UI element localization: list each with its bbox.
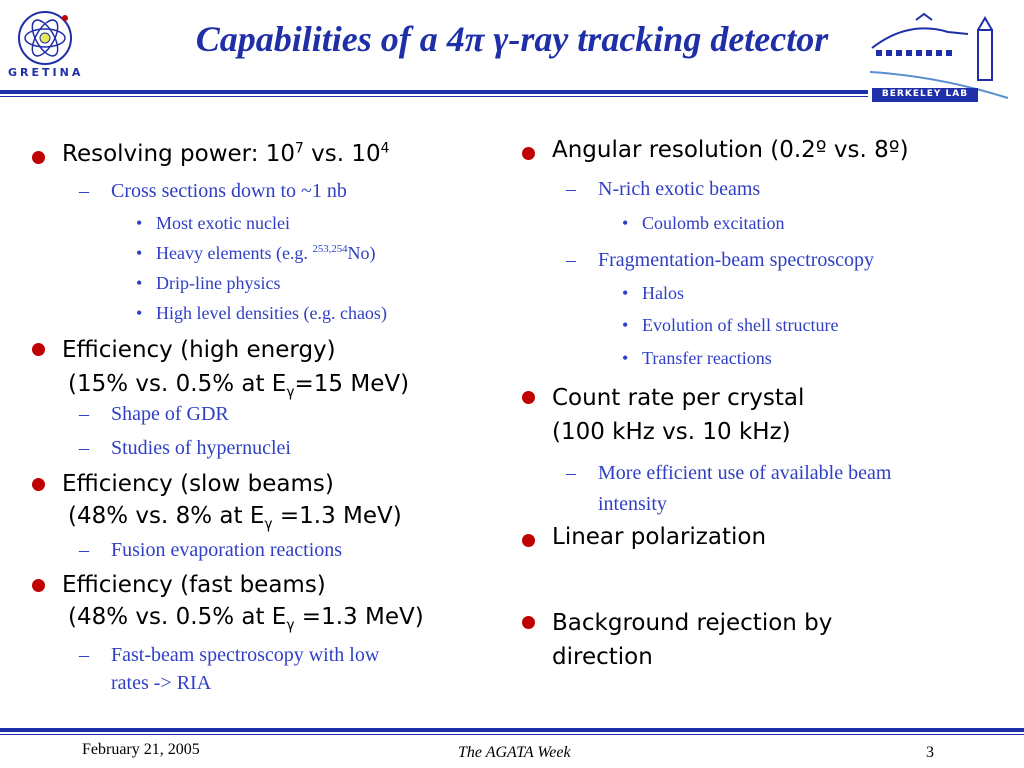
bullet-efficiency-fast-beams <box>62 569 424 633</box>
gamma-subscript: γ <box>264 516 273 533</box>
sub-text: More efficient use of available beam <box>598 462 892 484</box>
sub-cross-sections <box>79 180 347 203</box>
sub-fast-beam-spectroscopy <box>79 641 380 697</box>
sub-fragmentation-beam <box>566 249 875 272</box>
bullet-text: (100 kHz vs. 10 kHz) <box>552 419 791 445</box>
bullet-text: (48% vs. 0.5% at E <box>68 604 287 630</box>
bullet-text: Linear polarization <box>552 524 767 550</box>
gamma-subscript: γ <box>286 384 295 401</box>
bullet-dot <box>522 147 535 160</box>
bullet-dot <box>32 579 45 592</box>
bullet-text: =15 MeV) <box>294 371 410 397</box>
bullet-dot <box>32 151 45 164</box>
bullet-text: (48% vs. 8% at E <box>68 503 265 529</box>
sub-fusion-evaporation <box>79 539 343 562</box>
item-text: Most exotic nuclei <box>156 213 290 233</box>
dash-marker: – <box>79 539 89 561</box>
sub-text: intensity <box>598 493 667 515</box>
bullet-text: Efficiency (fast beams) <box>62 572 326 598</box>
sub-text: Fast-beam spectroscopy with low <box>111 644 380 666</box>
header-rule <box>0 90 868 94</box>
bullet-marker: • <box>622 283 629 303</box>
bullet-marker: • <box>622 213 629 233</box>
footer-event: The AGATA Week <box>458 744 571 761</box>
gamma-subscript: γ <box>286 617 295 634</box>
bullet-marker: • <box>136 213 143 233</box>
bullet-text: Count rate per crystal <box>552 385 805 411</box>
bullet-background-rejection <box>552 606 832 674</box>
dash-marker: – <box>566 462 576 484</box>
gretina-logo-text: GRETINA <box>8 66 84 79</box>
bullet-marker: • <box>136 303 143 323</box>
dash-marker: – <box>566 178 576 200</box>
bullet-text: Angular resolution (0.2º vs. 8º) <box>552 137 909 163</box>
footer-date: February 21, 2005 <box>82 741 200 758</box>
header-rule-thin <box>0 96 868 97</box>
item-text: Heavy elements (e.g. <box>156 243 313 263</box>
sub-text: Cross sections down to ~1 nb <box>111 180 347 202</box>
item-text: Coulomb excitation <box>642 213 785 233</box>
berkeley-lab-logo-text: BERKELEY LAB <box>881 89 969 99</box>
bullet-text: vs. 10 <box>303 141 381 167</box>
sub-text: rates -> RIA <box>111 672 212 694</box>
bullet-marker: • <box>622 315 629 335</box>
bullet-text: Efficiency (slow beams) <box>62 471 334 497</box>
item-text: No) <box>347 243 376 263</box>
bullet-resolving-power <box>62 141 389 167</box>
bullet-dot <box>32 343 45 356</box>
sub-efficient-beam-use <box>566 458 892 520</box>
item-text: High level densities (e.g. chaos) <box>156 303 387 323</box>
page-title: Capabilities of a 4π γ-ray tracking detector <box>195 19 829 59</box>
footer-page-number: 3 <box>926 744 934 761</box>
dash-marker: – <box>566 249 576 271</box>
sub-text: Shape of GDR <box>111 403 229 425</box>
bullet-linear-polarization <box>552 524 766 550</box>
bullet-text: =1.3 MeV) <box>294 604 424 630</box>
item-level-densities <box>136 303 387 324</box>
bullet-dot <box>32 478 45 491</box>
bullet-text: =1.3 MeV) <box>272 503 402 529</box>
item-text: Halos <box>642 283 684 303</box>
sub-n-rich-beams <box>566 178 761 201</box>
item-text: Drip-line physics <box>156 273 281 293</box>
bullet-text: (15% vs. 0.5% at E <box>68 371 287 397</box>
bullet-dot <box>522 616 535 629</box>
item-halos <box>622 283 684 304</box>
berkeley-lab-logo <box>868 10 1018 104</box>
footer-rule <box>0 728 1024 732</box>
item-drip-line <box>136 273 281 294</box>
isotope-superscript: 253,254 <box>312 243 348 255</box>
bullet-marker: • <box>136 243 143 263</box>
bullet-dot <box>522 391 535 404</box>
bullet-text: Background rejection by <box>552 610 833 636</box>
footer-rule-thin <box>0 734 1024 735</box>
item-shell-structure <box>622 315 839 336</box>
dash-marker: – <box>79 644 89 666</box>
exponent: 4 <box>380 140 390 157</box>
dash-marker: – <box>79 437 89 459</box>
sub-shape-gdr <box>79 403 229 426</box>
bullet-marker: • <box>622 348 629 368</box>
sub-text: N-rich exotic beams <box>598 178 761 200</box>
exponent: 7 <box>295 140 304 157</box>
sub-text: Fragmentation-beam spectroscopy <box>598 249 875 271</box>
bullet-marker: • <box>136 273 143 293</box>
bullet-text: Resolving power: 10 <box>62 141 296 167</box>
bullet-efficiency-slow-beams <box>62 468 402 532</box>
sub-text: Fusion evaporation reactions <box>111 539 343 561</box>
dash-marker: – <box>79 403 89 425</box>
item-coulomb-excitation <box>622 213 785 234</box>
dash-marker: – <box>79 180 89 202</box>
item-most-exotic <box>136 213 290 234</box>
sub-text: Studies of hypernuclei <box>111 437 291 459</box>
sub-hypernuclei <box>79 437 291 460</box>
item-heavy-elements <box>136 243 376 264</box>
bullet-text: Efficiency (high energy) <box>62 337 336 363</box>
item-text: Evolution of shell structure <box>642 315 839 335</box>
bullet-angular-resolution <box>552 137 909 163</box>
bullet-count-rate <box>552 381 804 449</box>
item-transfer-reactions <box>622 348 772 369</box>
item-text: Transfer reactions <box>642 348 772 368</box>
bullet-text: direction <box>552 644 653 670</box>
bullet-dot <box>522 534 535 547</box>
bullet-efficiency-high-energy <box>62 333 409 401</box>
